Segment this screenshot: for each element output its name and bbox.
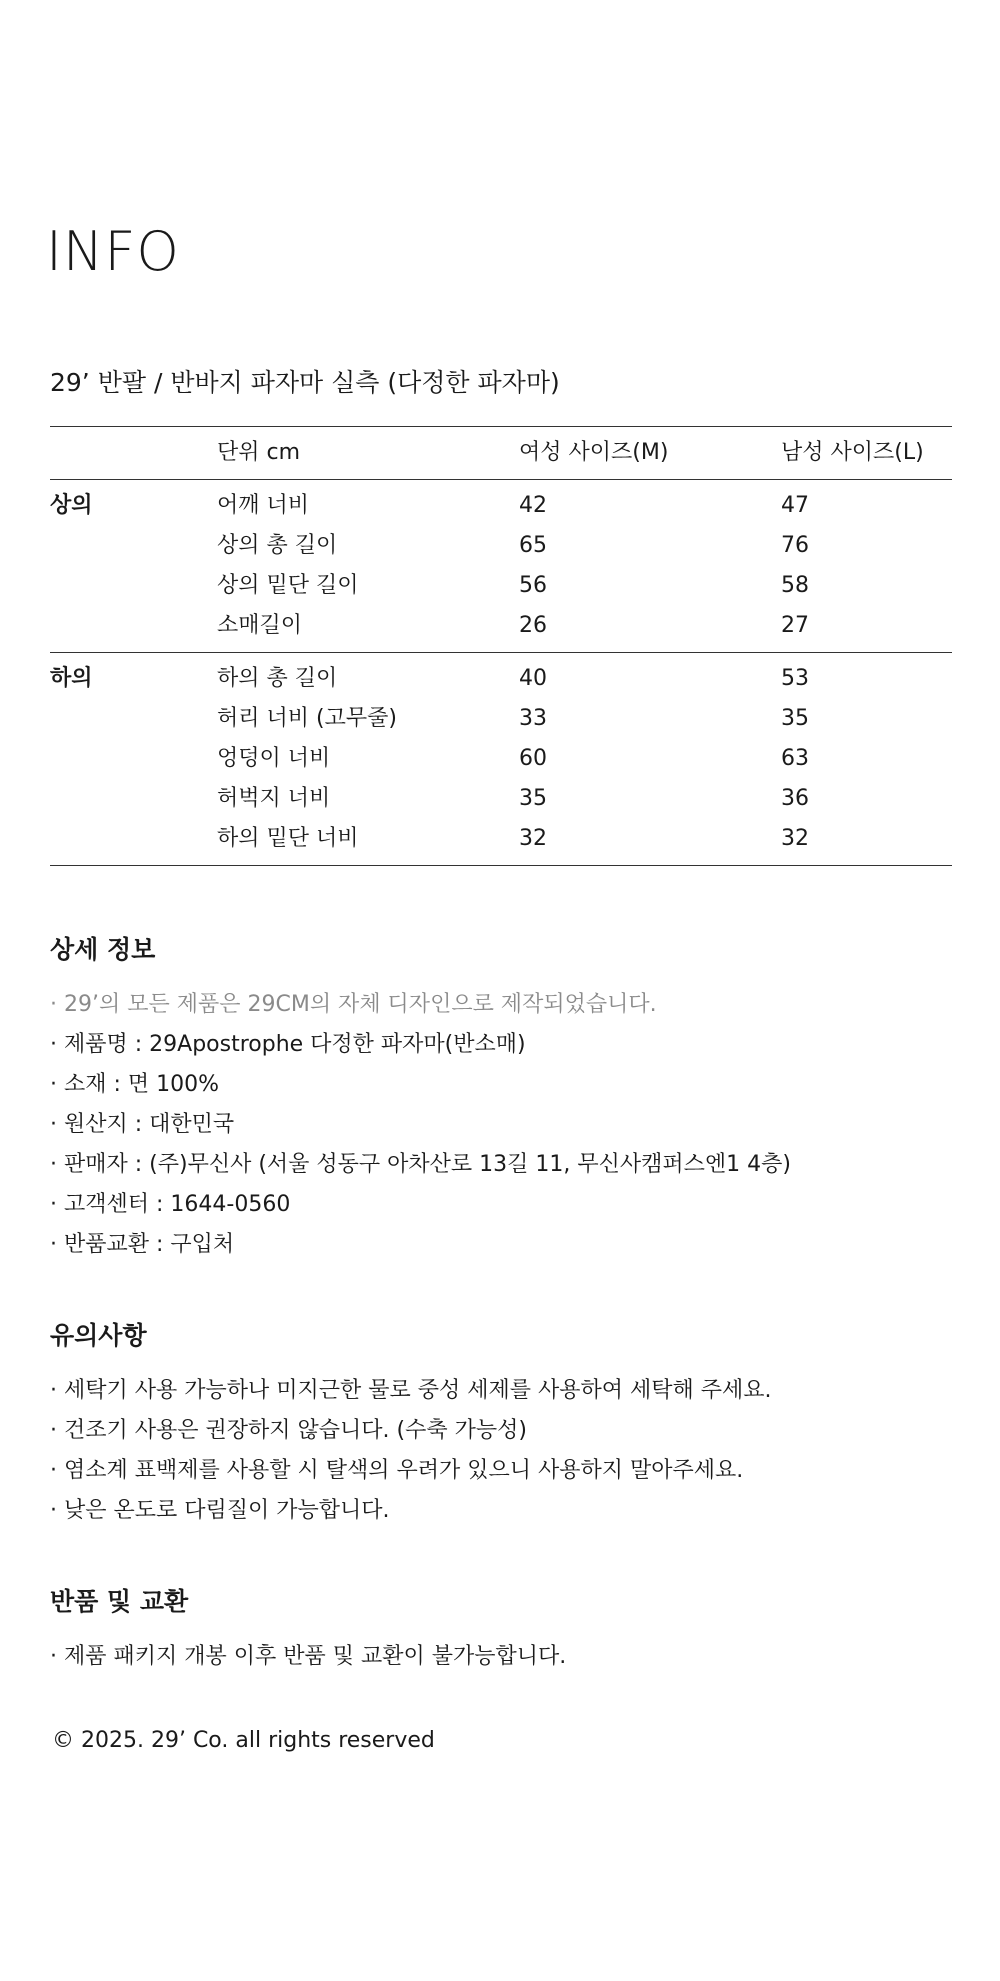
- list-item: · 제품 패키지 개봉 이후 반품 및 교환이 불가능합니다.: [50, 1637, 950, 1677]
- cautions-list: [50, 1371, 950, 1531]
- row-item: 엉덩이 너비: [217, 746, 331, 771]
- row-male-value: 27: [781, 613, 809, 638]
- group-category: 하의: [50, 666, 93, 691]
- table-row: [50, 699, 952, 739]
- row-item: 상의 총 길이: [217, 533, 338, 558]
- list-item: · 원산지 : 대한민국: [50, 1105, 950, 1145]
- table-row: [50, 606, 952, 653]
- row-male-value: 76: [781, 533, 809, 558]
- table-row: [50, 480, 952, 527]
- table-row: [50, 653, 952, 700]
- row-female-value: 42: [519, 493, 547, 518]
- table-row: [50, 566, 952, 606]
- row-item: 하의 밑단 너비: [217, 826, 359, 851]
- list-item: · 세탁기 사용 가능하나 미지근한 물로 중성 세제를 사용하여 세탁해 주세요.: [50, 1371, 950, 1411]
- list-item: · 염소계 표백제를 사용할 시 탈색의 우려가 있으니 사용하지 말아주세요.: [50, 1451, 950, 1491]
- row-male-value: 35: [781, 706, 809, 731]
- row-male-value: 53: [781, 666, 809, 691]
- copyright-text: © 2025. 29’ Co. all rights reserved: [52, 1728, 435, 1753]
- row-female-value: 35: [519, 786, 547, 811]
- header-unit: 단위 cm: [217, 440, 301, 465]
- row-item: 하의 총 길이: [217, 666, 338, 691]
- cautions-title: 유의사항: [50, 1321, 147, 1350]
- row-male-value: 32: [781, 826, 809, 851]
- page-title: INFO: [46, 220, 180, 283]
- row-female-value: 26: [519, 613, 547, 638]
- row-female-value: 33: [519, 706, 547, 731]
- size-table-header-row: [50, 427, 952, 480]
- row-item: 허벅지 너비: [217, 786, 331, 811]
- size-table: [50, 426, 952, 866]
- row-item: 어깨 너비: [217, 493, 310, 518]
- header-category: [50, 427, 217, 480]
- returns-section: [50, 1585, 950, 1677]
- row-female-value: 32: [519, 826, 547, 851]
- row-item: 허리 너비 (고무줄): [217, 706, 397, 731]
- row-female-value: 56: [519, 573, 547, 598]
- table-row: [50, 779, 952, 819]
- list-item: · 판매자 : (주)무신사 (서울 성동구 아차산로 13길 11, 무신사캠퍼스엔1 4층): [50, 1145, 950, 1185]
- details-list: [50, 985, 950, 1265]
- list-item: · 반품교환 : 구입처: [50, 1225, 950, 1265]
- row-item: 상의 밑단 길이: [217, 573, 359, 598]
- cautions-section: [50, 1319, 950, 1531]
- size-group-top: [50, 480, 952, 653]
- row-male-value: 36: [781, 786, 809, 811]
- row-female-value: 40: [519, 666, 547, 691]
- row-male-value: 47: [781, 493, 809, 518]
- list-item: · 29’의 모든 제품은 29CM의 자체 디자인으로 제작되었습니다.: [50, 985, 950, 1025]
- list-item: · 낮은 온도로 다림질이 가능합니다.: [50, 1491, 950, 1531]
- size-group-bottom: [50, 653, 952, 866]
- list-item: · 고객센터 : 1644-0560: [50, 1185, 950, 1225]
- returns-list: [50, 1637, 950, 1677]
- header-male-size: 남성 사이즈(L): [781, 440, 924, 465]
- row-female-value: 60: [519, 746, 547, 771]
- details-title: 상세 정보: [50, 935, 156, 964]
- row-male-value: 63: [781, 746, 809, 771]
- list-item: · 소재 : 면 100%: [50, 1065, 950, 1105]
- size-table-title: 29’ 반팔 / 반바지 파자마 실측 (다정한 파자마): [50, 368, 560, 397]
- size-table-header: [50, 427, 952, 480]
- row-item: 소매길이: [217, 613, 303, 638]
- list-item: · 건조기 사용은 권장하지 않습니다. (수축 가능성): [50, 1411, 950, 1451]
- table-row: [50, 739, 952, 779]
- returns-title: 반품 및 교환: [50, 1587, 189, 1616]
- list-item: · 제품명 : 29Apostrophe 다정한 파자마(반소매): [50, 1025, 950, 1065]
- table-row: [50, 526, 952, 566]
- group-category: 상의: [50, 493, 93, 518]
- header-female-size: 여성 사이즈(M): [519, 440, 669, 465]
- table-row: [50, 819, 952, 866]
- row-male-value: 58: [781, 573, 809, 598]
- row-female-value: 65: [519, 533, 547, 558]
- details-section: [50, 933, 950, 1265]
